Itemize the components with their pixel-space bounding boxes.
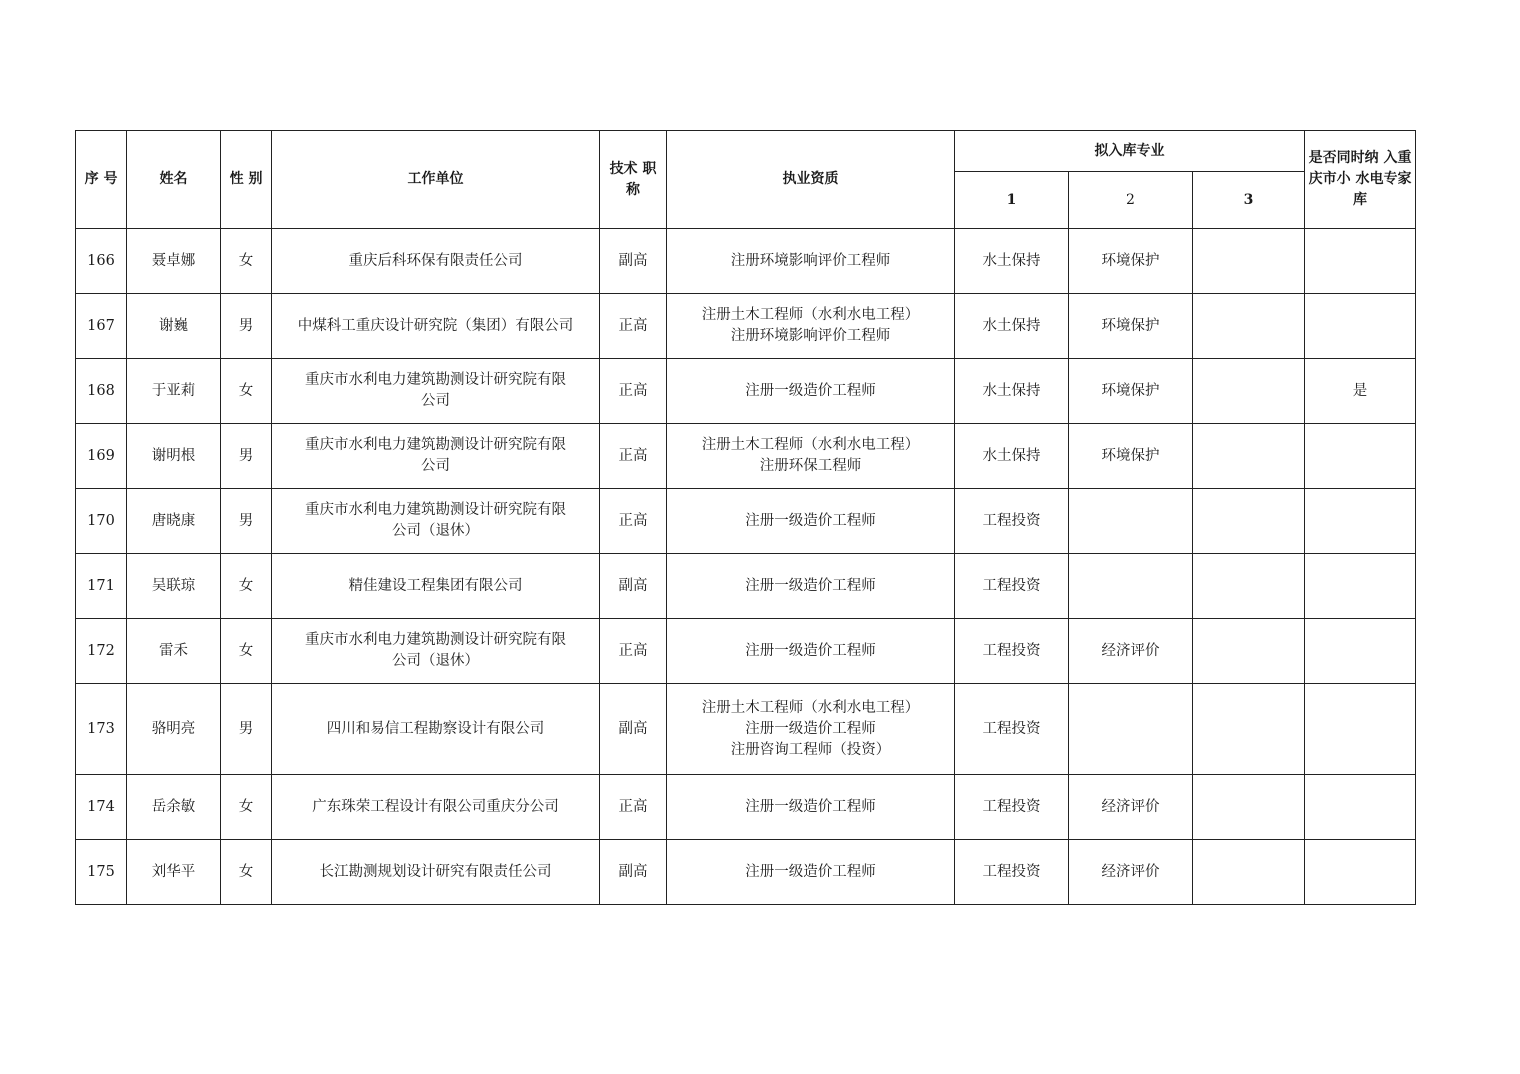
seq-cell: 167 — [76, 294, 127, 359]
specialty-3-cell — [1193, 359, 1305, 424]
work-unit-cell — [272, 840, 600, 905]
qualification-cell — [667, 619, 955, 684]
name-cell: 吴联琼 — [127, 554, 221, 619]
header-name: 姓名 — [127, 131, 221, 229]
specialty-2-cell: 环境保护 — [1069, 424, 1193, 489]
name-cell: 岳余敏 — [127, 775, 221, 840]
seq-cell: 166 — [76, 229, 127, 294]
work-unit-cell — [272, 229, 600, 294]
name-cell: 于亚莉 — [127, 359, 221, 424]
gender-cell: 女 — [221, 775, 272, 840]
specialty-1-cell: 工程投资 — [955, 684, 1069, 775]
qualification-cell — [667, 775, 955, 840]
gender-cell: 女 — [221, 619, 272, 684]
technical-title-cell: 副高 — [600, 684, 667, 775]
hydropower-library-cell — [1305, 619, 1416, 684]
specialty-2-cell: 经济评价 — [1069, 619, 1193, 684]
seq-cell: 174 — [76, 775, 127, 840]
name-cell: 唐晓康 — [127, 489, 221, 554]
technical-title-cell: 副高 — [600, 554, 667, 619]
work-unit-cell — [272, 424, 600, 489]
specialty-1-cell: 工程投资 — [955, 840, 1069, 905]
header-qualification: 执业资质 — [667, 131, 955, 229]
table-header — [76, 131, 1416, 229]
work-unit-cell — [272, 684, 600, 775]
work-unit-line: 精佳建设工程集团有限公司 — [348, 577, 523, 594]
table-row — [76, 229, 1416, 294]
table-row — [76, 359, 1416, 424]
name-cell: 骆明亮 — [127, 684, 221, 775]
header-specialty-3: 3 — [1193, 172, 1305, 229]
work-unit-cell — [272, 294, 600, 359]
name-cell: 谢明根 — [127, 424, 221, 489]
specialty-1-cell: 水土保持 — [955, 294, 1069, 359]
qualification-line: 注册一级造价工程师 — [745, 720, 876, 737]
name-cell: 聂卓娜 — [127, 229, 221, 294]
seq-cell: 168 — [76, 359, 127, 424]
technical-title-cell: 正高 — [600, 294, 667, 359]
specialty-3-cell — [1193, 294, 1305, 359]
header-gender: 性 别 — [221, 131, 272, 229]
qualification-cell — [667, 554, 955, 619]
work-unit-line: 四川和易信工程勘察设计有限公司 — [326, 720, 545, 737]
work-unit-cell — [272, 554, 600, 619]
seq-cell: 170 — [76, 489, 127, 554]
specialty-3-cell — [1193, 840, 1305, 905]
table-row — [76, 684, 1416, 775]
name-cell: 谢巍 — [127, 294, 221, 359]
hydropower-library-cell — [1305, 840, 1416, 905]
qualification-line: 注册环境影响评价工程师 — [730, 328, 891, 344]
table-row — [76, 554, 1416, 619]
table-row — [76, 489, 1416, 554]
hydropower-library-cell — [1305, 489, 1416, 554]
work-unit-line: 广东珠荣工程设计有限公司重庆分公司 — [312, 798, 559, 815]
qualification-line: 注册一级造价工程师 — [745, 863, 876, 880]
work-unit-line: 重庆后科环保有限责任公司 — [348, 252, 523, 269]
qualification-line: 注册土木工程师（水利水电工程） — [701, 307, 920, 323]
header-technical-title: 技术 职称 — [600, 131, 667, 229]
work-unit-line: 重庆市水利电力建筑勘测设计研究院有限 — [305, 502, 566, 518]
header-work-unit: 工作单位 — [272, 131, 600, 229]
qualification-line: 注册土木工程师（水利水电工程） — [701, 437, 920, 453]
qualification-cell — [667, 229, 955, 294]
qualification-cell — [667, 684, 955, 775]
specialty-3-cell — [1193, 554, 1305, 619]
hydropower-library-cell — [1305, 775, 1416, 840]
technical-title-cell: 正高 — [600, 359, 667, 424]
gender-cell: 男 — [221, 294, 272, 359]
gender-cell: 女 — [221, 359, 272, 424]
hydropower-library-cell — [1305, 229, 1416, 294]
hydropower-library-cell — [1305, 424, 1416, 489]
gender-cell: 女 — [221, 554, 272, 619]
specialty-2-cell: 环境保护 — [1069, 294, 1193, 359]
specialty-2-cell — [1069, 684, 1193, 775]
qualification-line: 注册环境影响评价工程师 — [730, 252, 891, 269]
header-specialty-1: 1 — [955, 172, 1069, 229]
work-unit-cell — [272, 489, 600, 554]
technical-title-cell: 副高 — [600, 229, 667, 294]
name-cell: 刘华平 — [127, 840, 221, 905]
qualification-line: 注册土木工程师（水利水电工程） — [701, 699, 920, 716]
table-row — [76, 775, 1416, 840]
qualification-cell — [667, 489, 955, 554]
gender-cell: 男 — [221, 684, 272, 775]
work-unit-line: 重庆市水利电力建筑勘测设计研究院有限 — [305, 372, 566, 388]
specialty-1-cell: 水土保持 — [955, 359, 1069, 424]
qualification-cell — [667, 424, 955, 489]
seq-cell: 171 — [76, 554, 127, 619]
header-seq: 序 号 — [76, 131, 127, 229]
specialty-2-cell — [1069, 554, 1193, 619]
name-cell: 雷禾 — [127, 619, 221, 684]
qualification-line: 注册咨询工程师（投资） — [730, 741, 891, 758]
expert-table — [75, 130, 1416, 905]
table-row — [76, 619, 1416, 684]
specialty-1-cell: 水土保持 — [955, 424, 1069, 489]
work-unit-cell — [272, 359, 600, 424]
qualification-cell — [667, 359, 955, 424]
work-unit-line: 重庆市水利电力建筑勘测设计研究院有限 — [305, 437, 566, 453]
seq-cell: 172 — [76, 619, 127, 684]
work-unit-cell — [272, 619, 600, 684]
work-unit-line: 公司（退休） — [392, 523, 479, 539]
specialty-2-cell: 经济评价 — [1069, 775, 1193, 840]
seq-cell: 175 — [76, 840, 127, 905]
hydropower-library-cell: 是 — [1305, 359, 1416, 424]
specialty-1-cell: 水土保持 — [955, 229, 1069, 294]
gender-cell: 女 — [221, 229, 272, 294]
qualification-cell — [667, 840, 955, 905]
qualification-line: 注册一级造价工程师 — [745, 512, 876, 529]
technical-title-cell: 正高 — [600, 489, 667, 554]
qualification-line: 注册环保工程师 — [759, 458, 862, 474]
table-row — [76, 294, 1416, 359]
specialty-3-cell — [1193, 684, 1305, 775]
technical-title-cell: 正高 — [600, 424, 667, 489]
table-row — [76, 840, 1416, 905]
work-unit-line: 公司（退休） — [392, 653, 479, 669]
header-specialty-2: 2 — [1069, 172, 1193, 229]
technical-title-cell: 正高 — [600, 775, 667, 840]
specialty-3-cell — [1193, 424, 1305, 489]
specialty-3-cell — [1193, 229, 1305, 294]
qualification-line: 注册一级造价工程师 — [745, 798, 876, 815]
gender-cell: 男 — [221, 424, 272, 489]
specialty-2-cell — [1069, 489, 1193, 554]
qualification-line: 注册一级造价工程师 — [745, 577, 876, 594]
hydropower-library-cell — [1305, 294, 1416, 359]
specialty-1-cell: 工程投资 — [955, 554, 1069, 619]
specialty-2-cell: 经济评价 — [1069, 840, 1193, 905]
specialty-2-cell: 环境保护 — [1069, 229, 1193, 294]
table-body — [76, 229, 1416, 905]
work-unit-line: 中煤科工重庆设计研究院（集团）有限公司 — [297, 317, 574, 334]
hydropower-library-cell — [1305, 554, 1416, 619]
gender-cell: 男 — [221, 489, 272, 554]
seq-cell: 169 — [76, 424, 127, 489]
specialty-1-cell: 工程投资 — [955, 489, 1069, 554]
specialty-1-cell: 工程投资 — [955, 775, 1069, 840]
seq-cell: 173 — [76, 684, 127, 775]
work-unit-line: 公司 — [421, 458, 450, 474]
qualification-line: 注册一级造价工程师 — [745, 642, 876, 659]
specialty-3-cell — [1193, 775, 1305, 840]
technical-title-cell: 正高 — [600, 619, 667, 684]
qualification-line: 注册一级造价工程师 — [745, 382, 876, 399]
work-unit-cell — [272, 775, 600, 840]
specialty-2-cell: 环境保护 — [1069, 359, 1193, 424]
header-hydropower-library: 是否同时纳 入重庆市小 水电专家库 — [1305, 131, 1416, 229]
hydropower-library-cell — [1305, 684, 1416, 775]
table-row — [76, 424, 1416, 489]
work-unit-line: 长江勘测规划设计研究有限责任公司 — [319, 863, 552, 880]
qualification-cell — [667, 294, 955, 359]
work-unit-line: 公司 — [421, 393, 450, 409]
specialty-3-cell — [1193, 489, 1305, 554]
specialty-3-cell — [1193, 619, 1305, 684]
specialty-1-cell: 工程投资 — [955, 619, 1069, 684]
technical-title-cell: 副高 — [600, 840, 667, 905]
gender-cell: 女 — [221, 840, 272, 905]
work-unit-line: 重庆市水利电力建筑勘测设计研究院有限 — [305, 632, 566, 648]
header-specialty-group: 拟入库专业 — [955, 131, 1305, 172]
